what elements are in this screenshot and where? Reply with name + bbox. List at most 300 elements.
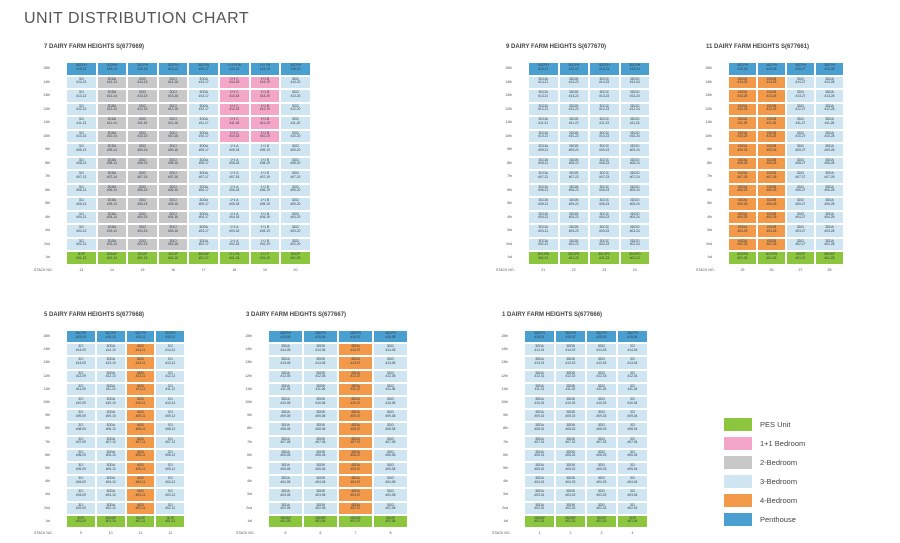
unit-cell xyxy=(66,197,97,211)
storey-label: 5th xyxy=(507,201,512,205)
unit-number: #01-24 xyxy=(629,255,640,260)
unit-number: #03-03 xyxy=(596,492,607,497)
unit-type: 3DCI xyxy=(386,357,395,362)
unit-cell xyxy=(338,475,373,488)
unit-cell xyxy=(620,157,651,171)
unit-type: 4DCIA xyxy=(737,211,748,216)
unit-type: 3DCI xyxy=(291,130,300,135)
unit-type: 3DCIB xyxy=(569,184,579,189)
unit-cell xyxy=(617,488,648,501)
unit-cell xyxy=(559,89,590,103)
unit-type: 4DDA xyxy=(351,489,360,494)
unit-type: 3DDA xyxy=(825,103,834,108)
unit-type: 4DCIB xyxy=(766,117,777,121)
unit-cell xyxy=(188,224,219,238)
unit-cell xyxy=(303,449,338,462)
unit-cell xyxy=(786,116,815,130)
unit-number: #01-22 xyxy=(568,255,579,260)
unit-number: #11-27 xyxy=(795,120,806,125)
unit-cell xyxy=(303,515,338,528)
unit-type: 3DCIC xyxy=(599,225,610,229)
unit-number: #05-03 xyxy=(596,466,607,471)
unit-number: #09-12 xyxy=(165,413,176,418)
unit-number: #09-03 xyxy=(596,413,607,418)
unit-number: #05-21 xyxy=(538,201,549,206)
unit-number: #11-20 xyxy=(290,120,301,125)
unit-cell xyxy=(528,238,559,252)
unit-cell xyxy=(589,62,620,76)
unit-number: #09-14 xyxy=(106,147,117,152)
unit-number: #13-12 xyxy=(165,360,176,365)
unit-number: #08-18 xyxy=(229,161,240,166)
unit-type: 3DDB xyxy=(316,449,325,454)
unit-type: 3DDA xyxy=(281,463,290,467)
unit-number: #07-20 xyxy=(290,174,301,179)
unit-type: 2DCI xyxy=(169,211,177,216)
unit-cell xyxy=(620,103,651,117)
unit-number: #12-15 xyxy=(137,107,148,112)
unit-type: 3CI xyxy=(78,238,84,243)
unit-number: #09-17 xyxy=(198,147,209,152)
unit-cell xyxy=(555,356,586,369)
unit-number: #14-03 xyxy=(596,347,607,352)
unit-cell xyxy=(757,62,786,76)
unit-number: #06-20 xyxy=(290,188,301,193)
unit-number: #09-18 xyxy=(229,147,240,152)
unit-number: #08-26 xyxy=(766,161,777,166)
unit-number: #02-23 xyxy=(599,242,610,247)
unit-type: 3DCID xyxy=(629,238,640,243)
unit-type: 3DCIPD xyxy=(628,252,641,256)
unit-cell xyxy=(815,170,844,184)
unit-number: #06-10 xyxy=(105,453,116,458)
stack-no-label: STACK NO. xyxy=(696,267,715,272)
unit-cell xyxy=(66,184,97,198)
unit-type: 3DCIA xyxy=(538,103,548,108)
unit-cell xyxy=(589,197,620,211)
unit-cell xyxy=(373,449,408,462)
unit-type: 3DDA xyxy=(281,476,290,481)
unit-type: 3CI xyxy=(630,449,635,454)
unit-number: #15-17 xyxy=(198,66,209,71)
storey-label: 1st xyxy=(707,255,712,259)
unit-cell xyxy=(66,62,97,76)
unit-type: 3DCI xyxy=(597,502,606,507)
unit-cell xyxy=(127,116,158,130)
unit-cell xyxy=(559,170,590,184)
unit-number: #05-24 xyxy=(629,201,640,206)
unit-cell xyxy=(268,356,303,369)
unit-cell xyxy=(97,197,128,211)
unit-cell xyxy=(586,488,617,501)
unit-cell xyxy=(250,184,281,198)
unit-cell xyxy=(338,515,373,528)
unit-number: #14-20 xyxy=(290,80,301,85)
stack-number: 22 xyxy=(571,267,576,272)
unit-number: #11-25 xyxy=(737,120,748,125)
unit-type: 3DDA xyxy=(199,238,208,243)
storey-label: 6th xyxy=(507,187,512,192)
unit-cell xyxy=(815,143,844,157)
unit-type: 3DCID xyxy=(629,184,640,189)
unit-type: 2DCI xyxy=(138,144,147,148)
unit-cell xyxy=(96,409,126,422)
unit-type: 3DDA xyxy=(825,171,834,175)
unit-type: 3DCPH xyxy=(537,63,549,67)
storey-label: 6th xyxy=(247,452,252,457)
unit-type: 3CI xyxy=(630,502,635,507)
unit-number: #15-07 xyxy=(350,334,361,339)
unit-type: 4DDA xyxy=(351,476,360,481)
unit-number: #04-15 xyxy=(137,215,148,220)
unit-cell xyxy=(97,143,128,157)
unit-type: 3DDB xyxy=(316,370,325,375)
unit-number: #01-07 xyxy=(350,519,361,524)
unit-type: 3DDPH xyxy=(534,331,545,335)
unit-number: #15-08 xyxy=(385,334,396,339)
unit-cell xyxy=(96,436,126,449)
unit-cell xyxy=(280,157,311,171)
stack-number: 2 xyxy=(569,531,572,535)
unit-type: 3DDA xyxy=(199,198,208,202)
unit-type: 3DDA xyxy=(535,397,544,401)
unit-number: #03-27 xyxy=(795,228,806,233)
unit-cell xyxy=(528,224,559,238)
stack-number: 23 xyxy=(602,267,607,272)
unit-cell xyxy=(617,422,648,435)
unit-type: 3DDA xyxy=(106,436,115,441)
unit-type: 4DCIA xyxy=(737,238,748,243)
unit-cell xyxy=(97,238,128,252)
unit-type: 3CI xyxy=(78,502,84,507)
unit-type: 3DCIA xyxy=(538,184,548,189)
unit-cell xyxy=(127,184,158,198)
unit-type: 3DDBP xyxy=(315,515,326,520)
unit-number: #10-27 xyxy=(795,134,806,139)
storey-label: 9th xyxy=(247,413,252,418)
unit-type: 3CI xyxy=(78,103,84,108)
unit-type: 3CI xyxy=(78,211,84,216)
storey-label: 7th xyxy=(45,439,50,444)
unit-number: #11-18 xyxy=(229,120,240,125)
unit-cell xyxy=(524,383,555,396)
unit-cell xyxy=(524,515,555,528)
unit-cell xyxy=(188,197,219,211)
unit-number: #03-25 xyxy=(737,228,748,233)
unit-number: #11-08 xyxy=(385,387,396,392)
unit-number: #11-14 xyxy=(107,120,117,125)
unit-number: #07-25 xyxy=(737,174,748,179)
stack-no-label: STACK NO. xyxy=(492,531,511,535)
unit-type: 3DCIP xyxy=(795,252,806,256)
unit-type: 4DCIA xyxy=(737,130,748,135)
unit-number: #05-26 xyxy=(766,201,777,206)
unit-cell xyxy=(127,238,158,252)
unit-type: 3DDA xyxy=(535,463,544,467)
unit-number: #07-16 xyxy=(168,174,179,179)
unit-number: #06-15 xyxy=(137,188,148,193)
unit-type: 3DDA xyxy=(281,383,290,388)
unit-number: #15-12 xyxy=(165,334,176,339)
unit-number: #05-06 xyxy=(315,466,326,471)
unit-number: #03-01 xyxy=(534,492,545,497)
unit-cell xyxy=(268,330,303,343)
unit-number: #04-17 xyxy=(198,215,209,220)
unit-cell xyxy=(617,436,648,449)
unit-cell xyxy=(786,197,815,211)
unit-cell xyxy=(559,103,590,117)
storey-label: 10th xyxy=(505,133,512,138)
unit-cell xyxy=(66,143,97,157)
unit-type: 3DCIC xyxy=(599,130,610,135)
unit-number: #01-27 xyxy=(795,255,806,260)
stack-no-label: STACK NO. xyxy=(34,267,53,272)
storey-label: 6th xyxy=(503,452,508,457)
unit-number: #14-15 xyxy=(137,80,148,85)
unit-number: #12-03 xyxy=(596,374,607,379)
unit-type: 3DDB xyxy=(316,344,325,349)
unit-number: #10-24 xyxy=(629,134,640,139)
unit-cell xyxy=(158,238,189,252)
unit-cell xyxy=(617,502,648,515)
unit-type: 3DDB xyxy=(566,489,575,494)
unit-cell xyxy=(586,356,617,369)
unit-cell xyxy=(524,502,555,515)
unit-type: 3DDAP xyxy=(824,252,835,256)
unit-type: 3DDA xyxy=(535,423,544,428)
storey-label: 11th xyxy=(245,386,252,391)
unit-type: 1+1 B xyxy=(260,103,270,108)
unit-type: 3DCIA xyxy=(538,117,548,121)
unit-number: #03-15 xyxy=(137,228,148,233)
unit-cell xyxy=(158,170,189,184)
unit-cell xyxy=(96,330,126,343)
unit-number: #09-13 xyxy=(76,147,87,152)
unit-cell xyxy=(66,157,97,171)
unit-type: 3DCI xyxy=(291,238,300,243)
unit-number: #07-13 xyxy=(76,174,87,179)
unit-type: 3DDA xyxy=(199,130,208,135)
unit-number: #06-21 xyxy=(538,188,549,193)
unit-type: 3DCPH xyxy=(627,331,638,335)
unit-type: 3DDPH xyxy=(280,331,291,335)
unit-type: 3DCID xyxy=(629,117,640,121)
unit-number: #14-13 xyxy=(76,80,87,85)
stack-number: 18 xyxy=(232,267,237,272)
unit-type: 4DDA xyxy=(351,383,360,388)
unit-number: #08-09 xyxy=(75,426,86,431)
unit-cell xyxy=(589,116,620,130)
unit-number: #14-08 xyxy=(385,347,396,352)
unit-number: #12-08 xyxy=(385,374,396,379)
unit-cell xyxy=(528,184,559,198)
unit-number: #10-13 xyxy=(76,134,87,139)
unit-type: 3DDA xyxy=(825,90,834,94)
unit-number: #07-22 xyxy=(568,174,579,179)
unit-cell xyxy=(303,462,338,475)
unit-cell xyxy=(786,62,815,76)
unit-type: 3DCPH xyxy=(568,63,580,67)
unit-number: #11-12 xyxy=(165,387,176,392)
unit-type: 3DCI xyxy=(291,171,300,175)
unit-cell xyxy=(250,143,281,157)
unit-number: #02-26 xyxy=(766,242,777,247)
unit-cell xyxy=(97,157,128,171)
unit-type: 4DCIA xyxy=(737,103,748,108)
unit-cell xyxy=(188,251,219,265)
unit-cell xyxy=(66,116,97,130)
unit-type: 4DDA xyxy=(351,370,360,375)
unit-number: #12-01 xyxy=(534,374,545,379)
unit-number: #12-17 xyxy=(198,107,209,112)
unit-type: 2DDA xyxy=(107,130,117,135)
storey-label: 3rd xyxy=(502,492,508,497)
unit-type: 3DDB xyxy=(566,344,575,349)
unit-type: 1+1 B xyxy=(260,157,270,162)
unit-number: #13-01 xyxy=(534,360,545,365)
unit-cell xyxy=(589,143,620,157)
unit-cell xyxy=(219,184,250,198)
unit-cell xyxy=(268,383,303,396)
unit-number: #04-06 xyxy=(315,479,326,484)
unit-cell xyxy=(757,143,786,157)
unit-cell xyxy=(524,475,555,488)
unit-cell xyxy=(555,330,586,343)
unit-number: #10-19 xyxy=(259,134,270,139)
unit-cell xyxy=(250,251,281,265)
unit-number: #01-04 xyxy=(627,519,638,524)
unit-type: 3DCIB xyxy=(569,171,579,175)
legend-swatch xyxy=(724,494,752,507)
unit-type: 3DCIA xyxy=(538,238,548,243)
unit-type: 3DCI xyxy=(386,383,395,388)
unit-cell xyxy=(126,488,156,501)
storey-label: 5th xyxy=(503,466,508,470)
unit-type: 3DCPH xyxy=(167,63,179,67)
unit-type: 3DCIP xyxy=(385,515,396,520)
unit-type: 4DCIB xyxy=(766,184,777,189)
unit-cell xyxy=(757,251,786,265)
storey-label: 9th xyxy=(503,413,508,418)
unit-number: #15-03 xyxy=(596,334,607,339)
unit-type: 4DCI xyxy=(136,449,145,454)
unit-cell xyxy=(338,383,373,396)
unit-cell xyxy=(555,343,586,356)
unit-type: 3DCI xyxy=(386,344,395,349)
unit-type: 1+1 B xyxy=(260,117,270,121)
unit-cell xyxy=(303,330,338,343)
unit-number: #03-04 xyxy=(627,492,638,497)
unit-cell xyxy=(268,515,303,528)
unit-type: 3CI xyxy=(167,410,173,415)
unit-cell xyxy=(127,197,158,211)
unit-cell xyxy=(303,383,338,396)
unit-number: #08-22 xyxy=(568,161,579,166)
unit-type: 3DCPH xyxy=(824,63,835,67)
unit-number: #01-26 xyxy=(766,255,777,260)
unit-cell xyxy=(155,370,185,383)
storey-label: 15th xyxy=(505,66,512,70)
unit-cell xyxy=(373,488,408,501)
unit-number: #03-26 xyxy=(766,228,777,233)
unit-cell xyxy=(250,211,281,225)
unit-cell xyxy=(528,89,559,103)
unit-cell xyxy=(280,170,311,184)
unit-type: 3DDB xyxy=(566,449,575,454)
unit-number: #08-13 xyxy=(76,161,87,166)
unit-number: #05-12 xyxy=(165,466,176,471)
stack-number: 10 xyxy=(108,531,113,535)
unit-cell xyxy=(280,116,311,130)
unit-type: 2DCIP xyxy=(168,252,178,256)
unit-cell xyxy=(127,89,158,103)
unit-cell xyxy=(617,343,648,356)
storey-label: 11th xyxy=(43,386,50,391)
unit-type: 3DDA xyxy=(199,157,208,162)
unit-cell xyxy=(155,502,185,515)
unit-number: #06-06 xyxy=(315,453,326,458)
unit-number: #04-05 xyxy=(280,479,291,484)
unit-cell xyxy=(728,157,757,171)
unit-cell xyxy=(97,103,128,117)
unit-type: 3DCPH xyxy=(105,331,117,335)
unit-cell xyxy=(338,409,373,422)
unit-cell xyxy=(786,184,815,198)
unit-type: 3DCI xyxy=(597,397,606,401)
unit-cell xyxy=(757,89,786,103)
unit-number: #09-27 xyxy=(795,147,806,152)
unit-type: 2DCI xyxy=(169,171,177,175)
unit-type: 1+1 B xyxy=(260,211,270,216)
unit-type: 3DDA xyxy=(535,476,544,481)
unit-number: #10-07 xyxy=(350,400,361,405)
unit-number: #14-21 xyxy=(538,80,549,85)
stack-number: 21 xyxy=(541,267,546,272)
storey-label: 12th xyxy=(43,106,50,111)
unit-cell xyxy=(815,224,844,238)
unit-number: #07-06 xyxy=(315,440,326,445)
unit-number: #09-07 xyxy=(350,413,361,418)
unit-cell xyxy=(97,89,128,103)
unit-number: #11-26 xyxy=(766,120,777,125)
unit-cell xyxy=(815,62,844,76)
unit-number: #13-20 xyxy=(290,93,301,98)
unit-number: #13-22 xyxy=(568,93,579,98)
unit-number: #08-19 xyxy=(259,161,270,166)
unit-cell xyxy=(96,396,126,409)
unit-type: 4DCIA xyxy=(737,117,748,121)
unit-cell xyxy=(617,396,648,409)
unit-cell xyxy=(786,157,815,171)
unit-cell xyxy=(97,116,128,130)
unit-number: #11-28 xyxy=(824,120,835,125)
unit-type: 1+1 B xyxy=(260,144,270,148)
unit-cell xyxy=(158,224,189,238)
unit-number: #10-28 xyxy=(824,134,835,139)
unit-type: 3DDA xyxy=(106,344,115,349)
unit-cell xyxy=(268,449,303,462)
unit-type: 3DCID xyxy=(629,90,640,94)
unit-number: #06-23 xyxy=(599,188,610,193)
unit-cell xyxy=(250,130,281,144)
unit-number: #02-28 xyxy=(824,242,835,247)
unit-number: #01-19 xyxy=(259,255,270,260)
unit-type: 4DDA xyxy=(351,410,360,415)
unit-type: 3DDA xyxy=(199,184,208,189)
unit-number: #06-08 xyxy=(385,453,396,458)
unit-number: #07-05 xyxy=(280,440,291,445)
unit-number: #06-19 xyxy=(259,188,270,193)
